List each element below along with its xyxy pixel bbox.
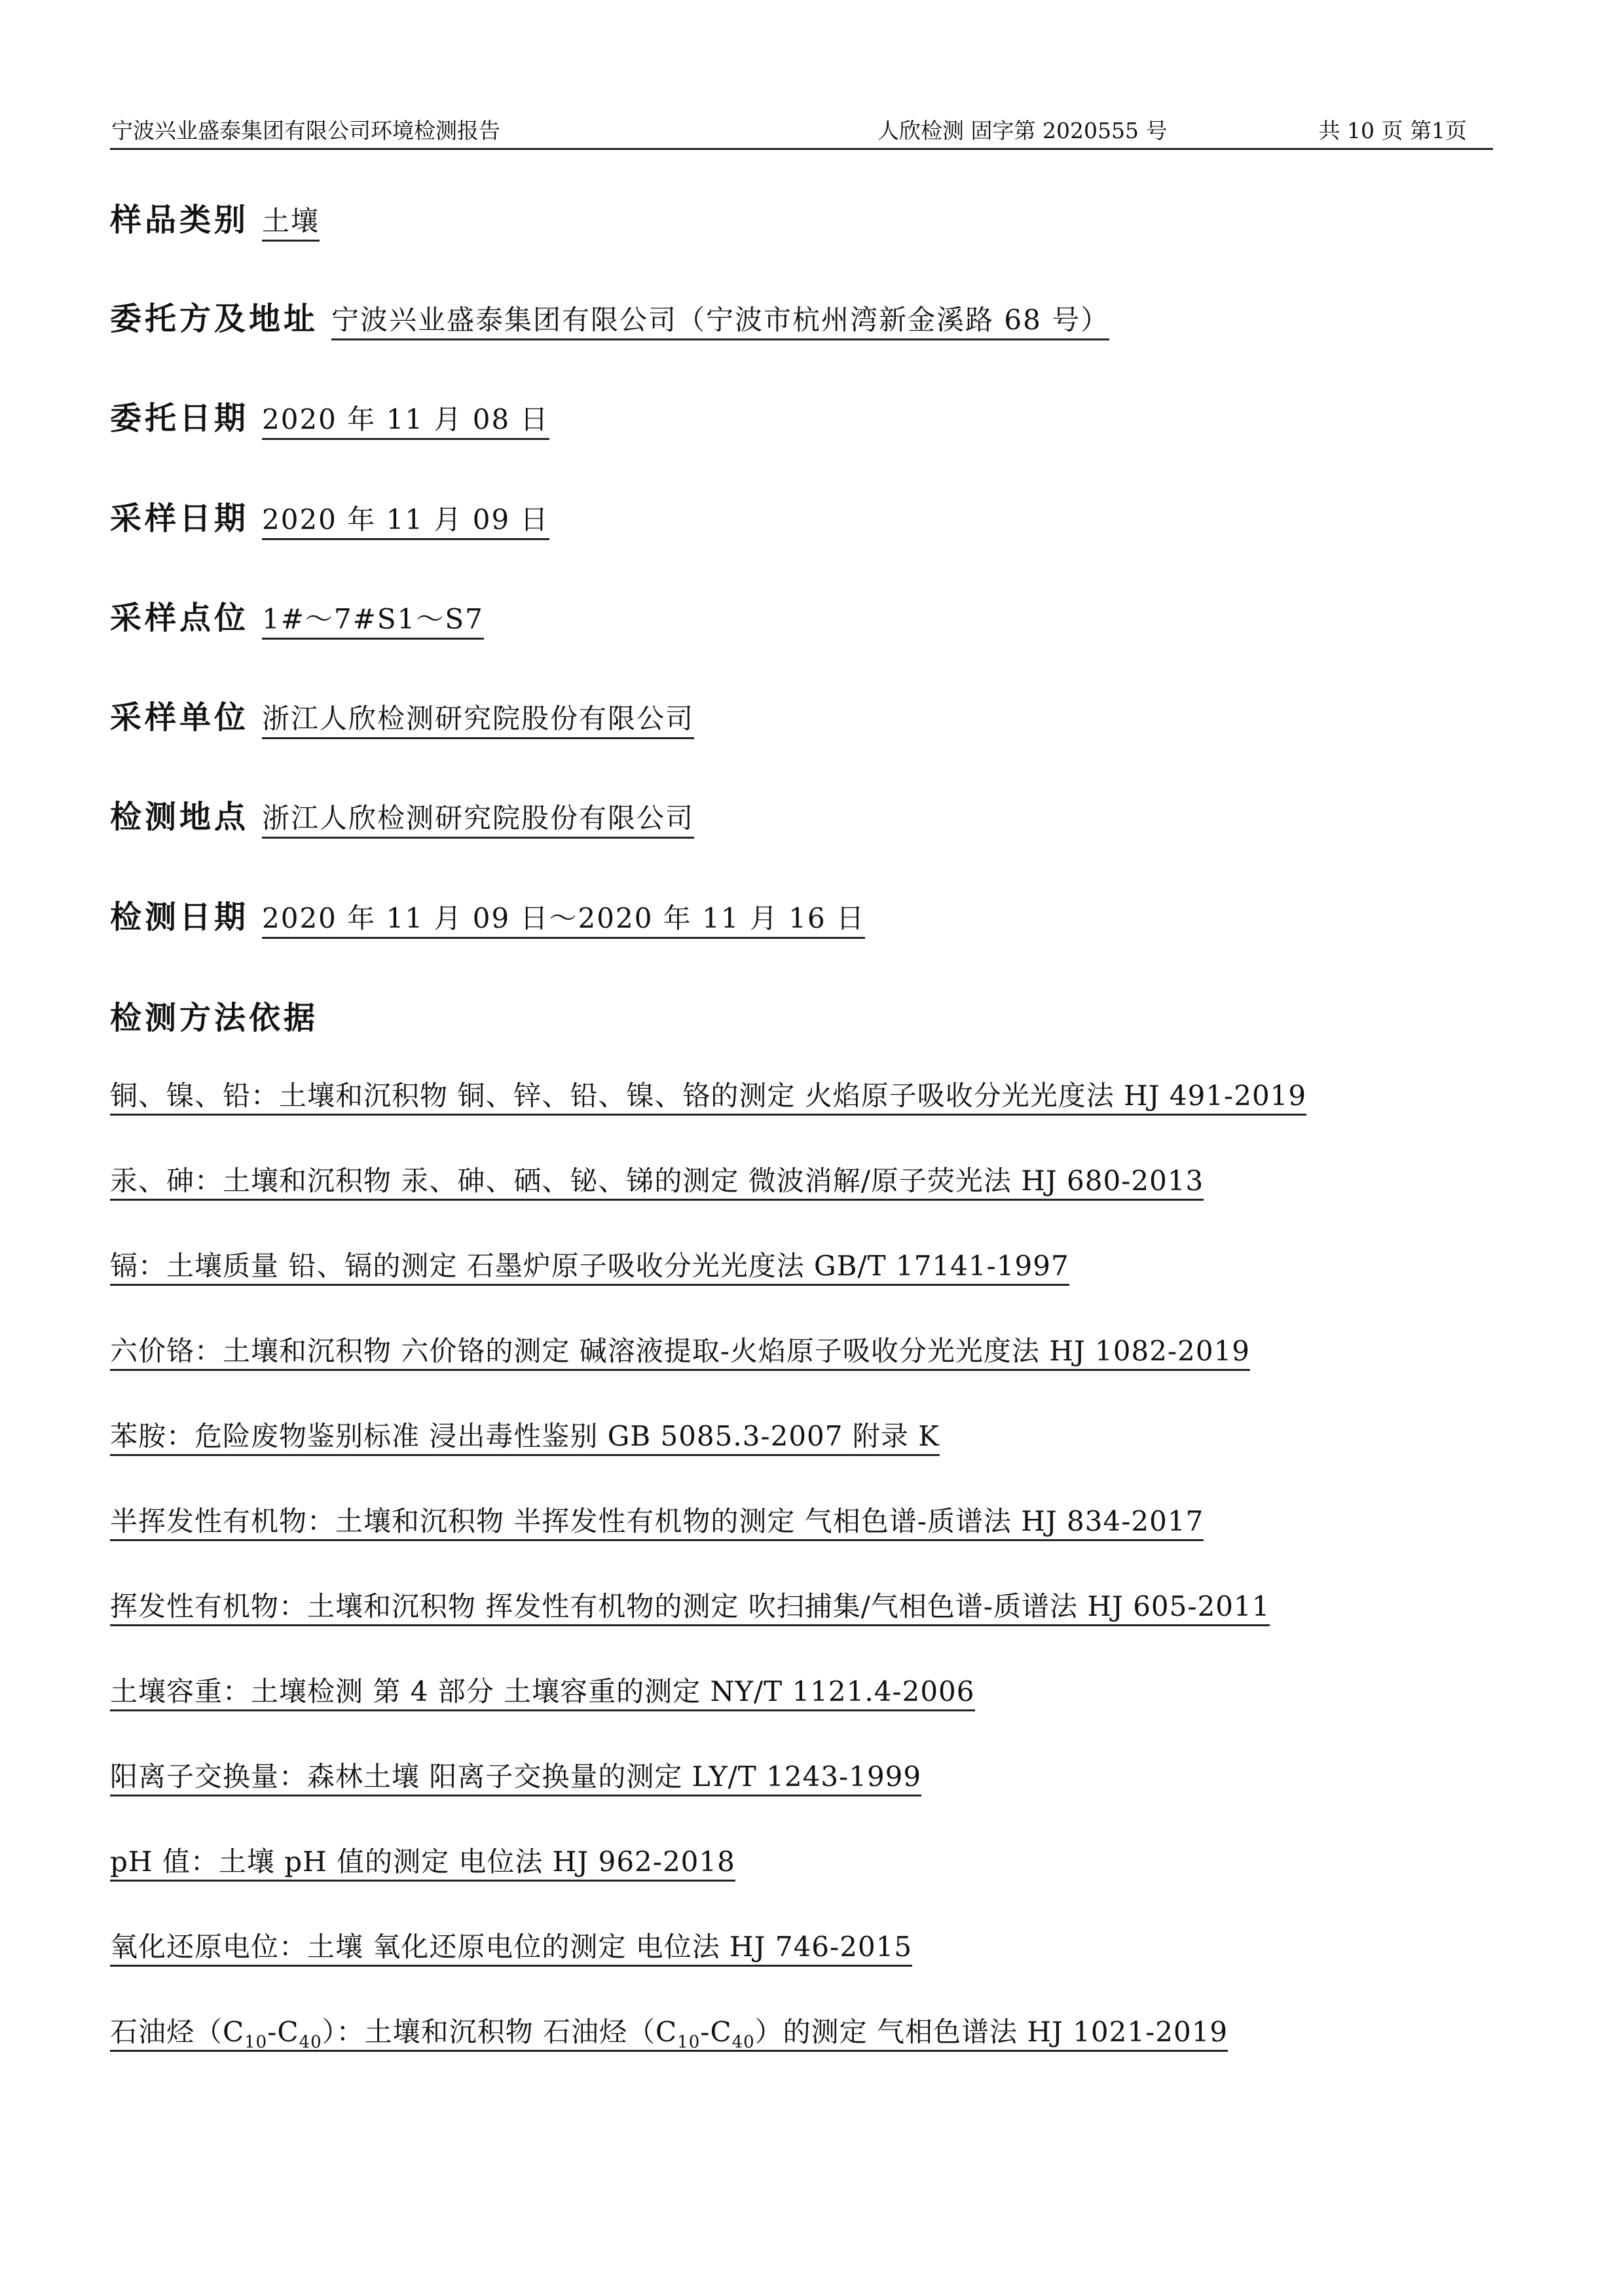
method-item — [110, 1758, 921, 1795]
method-item — [110, 1163, 1204, 1199]
field-value: 2020 年 11 月 08 日 — [262, 403, 549, 440]
method-text — [110, 2016, 1228, 2052]
method-text: 铜、镍、铅：土壤和沉积物 铜、锌、铅、镍、铬的测定 火焰原子吸收分光光度法 HJ 491-2019 — [110, 1080, 1306, 1116]
text-part: -C — [267, 2016, 299, 2048]
field-commission-date — [110, 399, 549, 445]
method-item — [110, 1333, 1250, 1370]
text-part: -C — [700, 2016, 732, 2048]
method-item — [110, 1418, 940, 1455]
method-item — [110, 1078, 1306, 1114]
header-report-title: 宁波兴业盛泰集团有限公司环境检测报告 — [111, 118, 500, 143]
field-value: 1#～7#S1～S7 — [262, 603, 484, 640]
subscript: 10 — [677, 2032, 701, 2052]
field-sampling-date — [110, 499, 549, 545]
field-label: 样品类别 — [110, 202, 249, 238]
method-text: 镉：土壤质量 铅、镉的测定 石墨炉原子吸收分光光度法 GB/T 17141-1997 — [110, 1250, 1069, 1286]
method-item — [110, 1844, 735, 1880]
method-item — [110, 1503, 1204, 1540]
methods-title: 检测方法依据 — [110, 1000, 319, 1036]
field-value: 浙江人欣检测研究院股份有限公司 — [262, 802, 694, 839]
method-text: 半挥发性有机物：土壤和沉积物 半挥发性有机物的测定 气相色谱-质谱法 HJ 834-2017 — [110, 1505, 1204, 1541]
field-sampling-unit — [110, 698, 694, 744]
method-text: 六价铬：土壤和沉积物 六价铬的测定 碱溶液提取-火焰原子吸收分光光度法 HJ 1082-2019 — [110, 1335, 1250, 1371]
method-text: 汞、砷：土壤和沉积物 汞、砷、硒、铋、锑的测定 微波消解/原子荧光法 HJ 680-2013 — [110, 1165, 1204, 1201]
method-text: 阳离子交换量：森林土壤 阳离子交换量的测定 LY/T 1243-1999 — [110, 1760, 921, 1796]
field-testing-date — [110, 898, 865, 944]
field-label: 委托方及地址 — [110, 301, 319, 337]
field-value: 2020 年 11 月 09 日～2020 年 11 月 16 日 — [262, 902, 865, 939]
field-label: 采样单位 — [110, 699, 249, 736]
method-item — [110, 1248, 1069, 1285]
method-text: 氧化还原电位：土壤 氧化还原电位的测定 电位法 HJ 746-2015 — [110, 1931, 912, 1967]
subscript: 40 — [731, 2032, 755, 2052]
field-label: 检测日期 — [110, 899, 249, 936]
method-item — [110, 1588, 1270, 1625]
method-item — [110, 1929, 912, 1965]
field-value: 宁波兴业盛泰集团有限公司（宁波市杭州湾新金溪路 68 号） — [331, 304, 1109, 340]
page-header — [110, 114, 1493, 150]
method-text: 土壤容重：土壤检测 第 4 部分 土壤容重的测定 NY/T 1121.4-2006 — [110, 1675, 975, 1711]
subscript: 40 — [299, 2032, 322, 2052]
field-value: 浙江人欣检测研究院股份有限公司 — [262, 702, 694, 739]
field-label: 检测地点 — [110, 799, 249, 835]
method-text: 苯胺：危险废物鉴别标准 浸出毒性鉴别 GB 5085.3-2007 附录 K — [110, 1420, 940, 1456]
field-client-address — [110, 299, 1109, 346]
header-report-number: 人欣检测 固字第 2020555 号 — [877, 118, 1168, 143]
subscript: 10 — [244, 2032, 268, 2052]
method-text: pH 值：土壤 pH 值的测定 电位法 HJ 962-2018 — [110, 1846, 735, 1882]
field-label: 采样日期 — [110, 500, 249, 537]
method-item — [110, 1673, 975, 1710]
text-part: ）的测定 气相色谱法 HJ 1021-2019 — [754, 2016, 1228, 2048]
field-testing-location — [110, 797, 694, 844]
field-label: 委托日期 — [110, 400, 249, 437]
field-value: 2020 年 11 月 09 日 — [262, 503, 549, 540]
field-label: 采样点位 — [110, 600, 249, 636]
field-value: 土壤 — [262, 205, 320, 242]
method-item-petroleum — [110, 2014, 1228, 2060]
field-sampling-points — [110, 598, 484, 645]
text-part: ）：土壤和沉积物 石油烃（C — [322, 2016, 678, 2048]
method-text: 挥发性有机物：土壤和沉积物 挥发性有机物的测定 吹扫捕集/气相色谱-质谱法 HJ 605-2011 — [110, 1590, 1270, 1626]
header-page-count: 共 10 页 第1页 — [1318, 118, 1467, 143]
text-part: 石油烃（C — [110, 2016, 245, 2048]
field-sample-category — [110, 200, 320, 247]
